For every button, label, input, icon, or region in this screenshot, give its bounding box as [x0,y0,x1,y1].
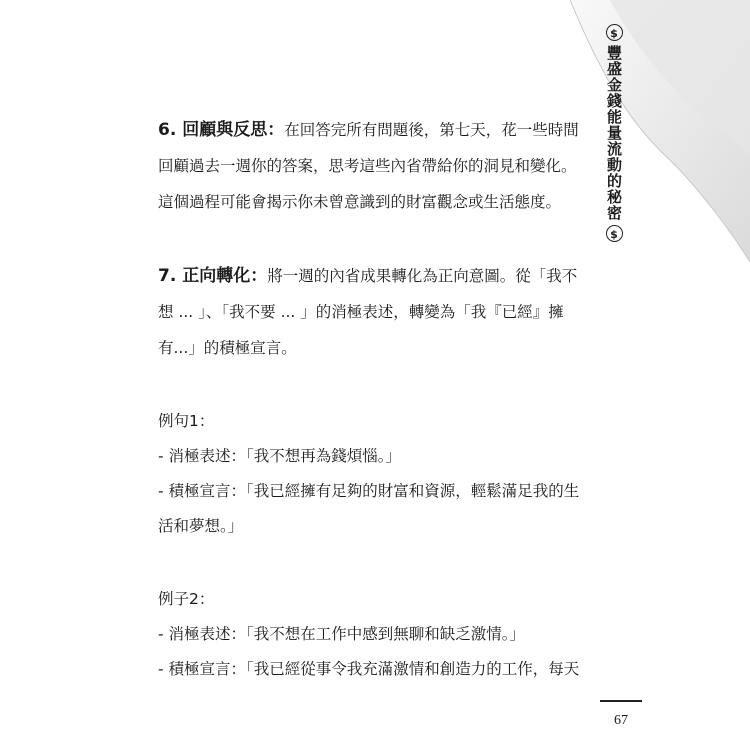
section-6 [158,112,588,220]
running-header-title: 豐盛金錢能量流動的秘密 [605,45,623,221]
decorative-ribbon [570,0,750,270]
example-2-label: 例子2： [158,590,215,608]
section-7-heading: 7. 正向轉化： [158,266,268,286]
example-1 [158,404,588,544]
example-2-positive: - 積極宣言：「我已經從事令我充滿激情和創造力的工作，每天 [158,660,580,678]
section-6-body: 在回答完所有問題後，第七天，花一些時間回顧過去一週你的答案，思考這些內省帶給你的洞見和變化。這個過程可能會揭示你未曾意識到的財富觀念或生活態度。 [158,121,579,211]
example-1-negative: - 消極表述：「我不想再為錢煩惱。」 [158,447,402,465]
section-6-heading: 6. 回顧與反思： [158,120,285,140]
page-number: 67 [614,713,628,728]
page-content [158,112,588,687]
section-7 [158,258,588,366]
example-1-positive: - 積極宣言：「我已經擁有足夠的財富和資源，輕鬆滿足我的生活和夢想。」 [158,482,580,535]
example-1-label: 例句1： [158,412,215,430]
dollar-coin-icon: $ [606,24,623,41]
footer-rule [600,700,642,702]
running-header [603,22,625,244]
example-2-negative: - 消極表述：「我不想在工作中感到無聊和缺乏激情。」 [158,625,526,643]
example-2 [158,582,588,687]
section-7-body: 將一週的內省成果轉化為正向意圖。從「我不想 ... 」、「我不要 ... 」的消極表述，轉變為「我『已經』擁有...」的積極宣言。 [158,267,578,357]
dollar-coin-icon: $ [606,225,623,242]
